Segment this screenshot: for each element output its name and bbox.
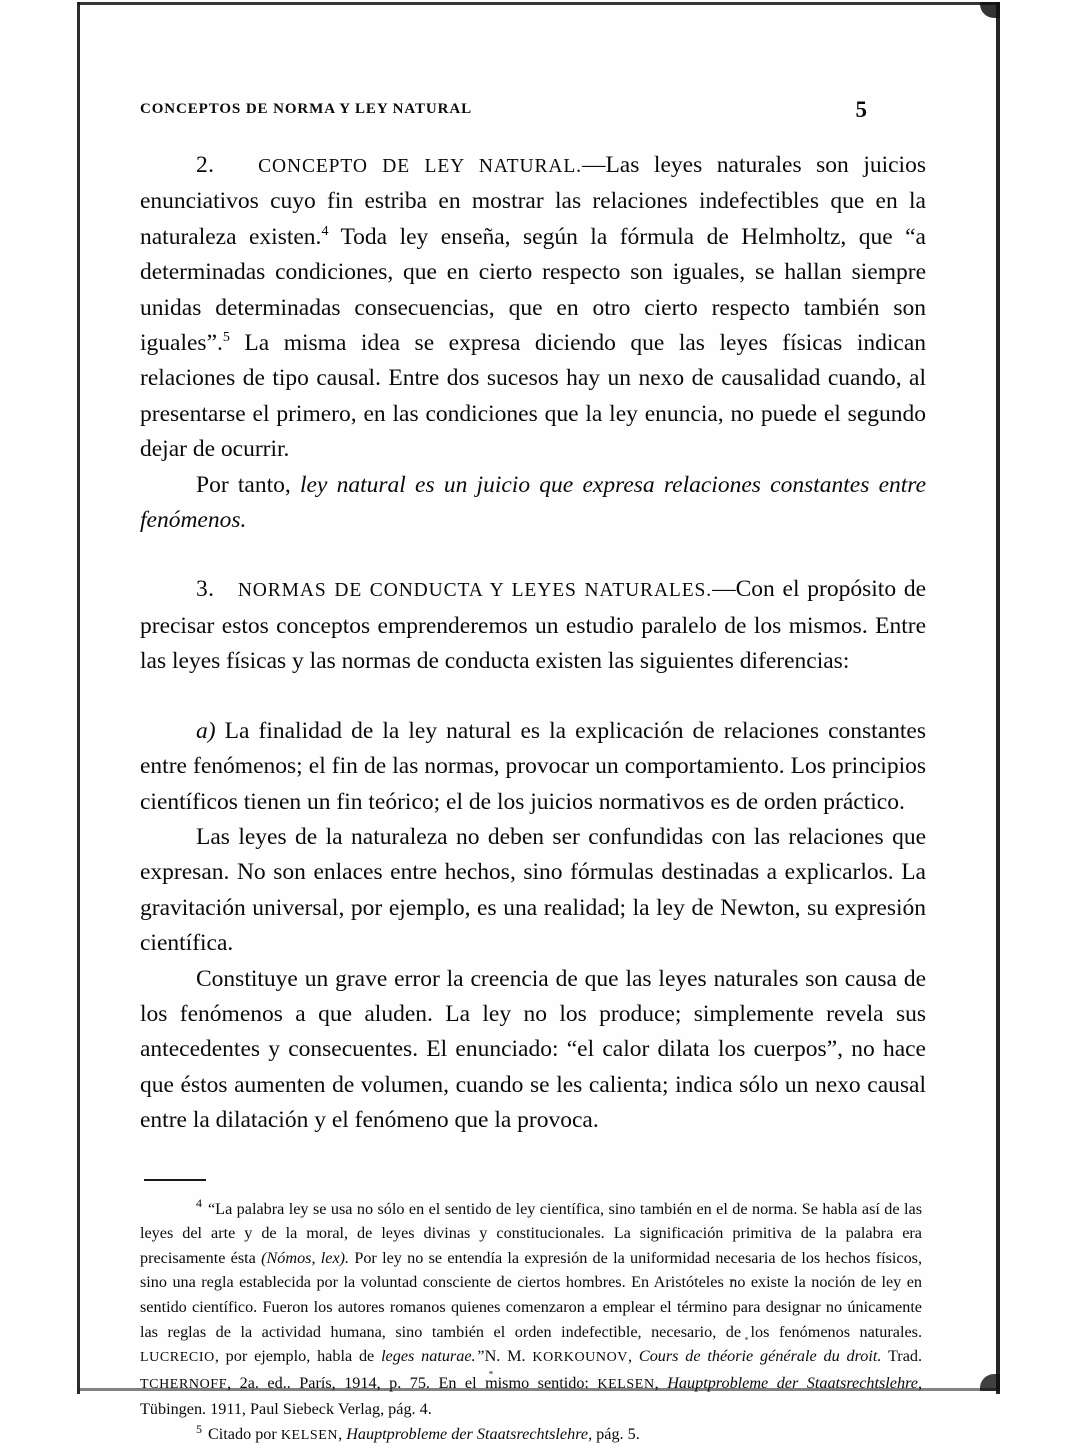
section-3-paragraph — [140, 572, 926, 679]
item-a-text: La finalidad de la ley natural es la explicación de relaciones constantes entre fenómenos; el fin de las normas, provocar un comportamiento. Los principios científicos tienen un fin teórico; el de los juicios normativos es de orden práctico. — [140, 717, 926, 815]
footnote-5-part3: pág. 5. — [592, 1424, 640, 1443]
footnote-4-author-lucrecio: LUCRECIO — [140, 1350, 215, 1366]
running-head — [140, 97, 926, 126]
section-2-text-a: Las leyes naturales son juicios enunciativos cuyo fin estriba en mostrar las relaciones indefectibles que en la naturaleza existen. — [140, 152, 926, 250]
section-2-number: 2. — [196, 152, 215, 178]
section-3-dash: — — [712, 576, 736, 603]
footnote-4-part4: N. M. — [484, 1347, 533, 1366]
footnote-5-title: Hauptprobleme der Staatsrechtslehre, — [346, 1424, 593, 1443]
por-tanto-paragraph — [140, 468, 926, 539]
footnote-ref-4: 4 — [321, 223, 329, 239]
leyes-naturaleza-paragraph: Las leyes de la naturaleza no deben ser confundidas con las relaciones que expresan. No son enlaces entre hechos, sino fórmulas destinadas a explicarlos. La gravitación universal, por ejemplo, es una realidad; la ley de Newton, su expresión científica. — [140, 823, 926, 957]
footnote-4-title-hauptprobleme: Hauptprobleme der Staatsrechtslehre, — [667, 1373, 923, 1392]
footnote-4-italic1: (Nómos, lex). — [261, 1248, 350, 1267]
footnote-separator-rule — [144, 1179, 206, 1181]
footnote-ref-5: 5 — [222, 330, 230, 346]
section-3-text: Con el propósito de precisar estos conceptos emprenderemos un estudio paralelo de los mismos. Entre las leyes físicas y las normas de conducta existen las siguientes diferencias: — [140, 576, 927, 675]
footnote-4-part5: , — [628, 1347, 639, 1366]
section-2-dash: — — [581, 152, 606, 178]
item-a-paragraph — [140, 714, 926, 820]
footnote-4-part9: Tübingen. 1911, Paul Siebeck Verlag, pág. 4. — [140, 1400, 432, 1419]
footnote-5-part1: Citado por — [208, 1424, 281, 1443]
footnote-4-author-korkounov: KORKOUNOV — [532, 1350, 629, 1366]
scan-edge-right — [996, 2, 1000, 1394]
page-content — [140, 0, 926, 1449]
item-a-label: a) — [196, 717, 216, 744]
constituye-error-paragraph: Constituye un grave error la creencia de que las leyes naturales son causa de los fenómenos a que aluden. La ley no los produce; simplemente revela sus antecedentes y consecuentes. El enunciado: “el calor dilata los cuerpos”, no hace que éstos aumenten de volumen, cuando se les calienta; indica sólo un nexo causal entre la dilatación y el fenómeno que la provoca. — [140, 965, 926, 1134]
por-tanto-lead: Por tanto, — [196, 471, 300, 498]
section-2-text-c: La misma idea se expresa diciendo que las leyes físicas indican relaciones de tipo causal. Entre dos sucesos hay un nexo de causalidad cuando, al presentarse el primero, en las condiciones que la ley enuncia, no puede el segundo dejar de ocurrir. — [140, 330, 926, 463]
ley-natural-definition: ley natural es un juicio que expresa relaciones constantes entre fenómenos. — [140, 471, 926, 534]
footnote-4-part3: , por ejemplo, habla de — [214, 1347, 382, 1366]
scan-corner-top-right — [980, 2, 1000, 18]
footnote-4-part8: , — [654, 1373, 668, 1392]
footnote-5 — [140, 1422, 922, 1449]
scan-edge-left — [77, 2, 80, 1394]
section-2-paragraph — [140, 148, 926, 468]
footnote-4-translator-tchernoff: TCHERNOFF — [140, 1376, 228, 1392]
footnote-4-part7: , 2a. ed.. París, 1914, p. 75. En el mismo sentido: — [227, 1373, 598, 1392]
footnote-5-author-kelsen: KELSEN — [280, 1427, 339, 1443]
section-3-number: 3. — [196, 576, 215, 603]
section-spacer — [140, 538, 926, 572]
running-head-title: CONCEPTOS DE NORMA Y LEY NATURAL — [140, 101, 473, 117]
footnote-4-part1: “La palabra ley se usa no sólo en el sentido de ley científica, sino también en el de norma. Se habla así de las leyes del arte y de la moral, de leyes divinas y constitucionales. La significación primitiva de la palabra era precisamente ésta — [140, 1199, 922, 1267]
footnote-4 — [140, 1197, 922, 1422]
footnote-4-author-kelsen: KELSEN — [597, 1376, 655, 1392]
section-3-heading: NORMAS DE CONDUCTA Y LEYES NATURALES. — [237, 580, 713, 602]
item-spacer — [140, 680, 926, 714]
scan-corner-bottom-right — [980, 1374, 1000, 1391]
page-number: 5 — [855, 97, 867, 122]
footnote-4-marker: 4 — [196, 1196, 202, 1211]
footnote-5-marker: 5 — [196, 1421, 202, 1436]
footnote-5-part2: , — [338, 1424, 347, 1443]
section-2-heading: CONCEPTO DE LEY NATURAL. — [258, 156, 582, 177]
section-2-text-b: Toda ley enseña, según la fórmula de Helmholtz, que “a determinadas condiciones, que en cierto respecto son iguales, se hallan siempre unidas determinadas consecuencias, que en otro cierto respecto también son iguales”. — [140, 223, 926, 357]
footnote-4-part6: Trad. — [881, 1347, 923, 1366]
footnote-4-title-cours: Cours de théorie générale du droit. — [638, 1347, 882, 1366]
footnote-4-part2: Por ley no se entendía la expresión de la uniformidad necesaria de los hechos físicos, sino una regla establecida por la voluntad consciente de ciertos hombres. En Aristóteles no existe la noción de ley en sentido científico. Fueron los autores romanos quienes comenzaron a emplear el término para designar no únicamente las reglas de la actividad humana, sino también el orden indefectible, necesario, de los fenómenos naturales. — [140, 1248, 923, 1341]
footnote-4-italic2: leges naturae.” — [381, 1347, 485, 1366]
